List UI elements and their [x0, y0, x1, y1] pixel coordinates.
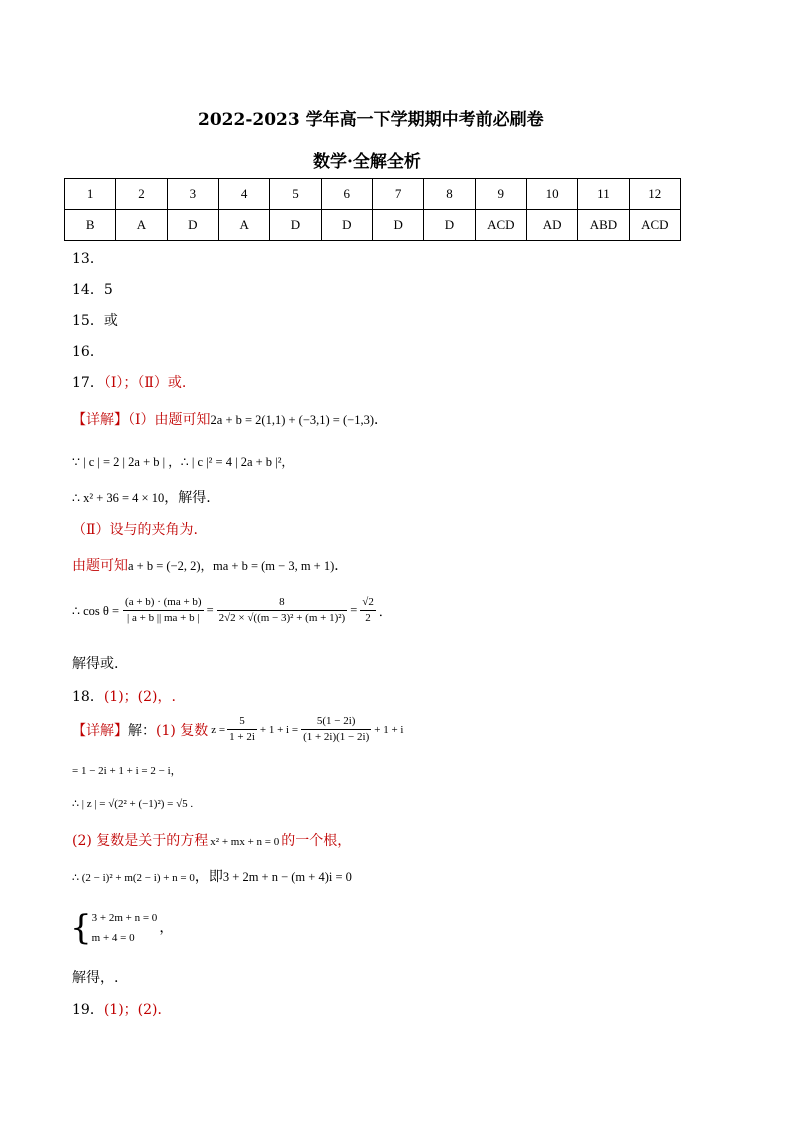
table-cell: D	[424, 210, 475, 241]
answer-19	[72, 1001, 172, 1019]
math-expression: a + b = (−2, 2)，ma + b = (m − 3, m + 1)	[128, 559, 335, 573]
q18-detail-line-5	[72, 868, 352, 887]
table-cell: D	[321, 210, 372, 241]
question-number: 17．	[72, 375, 104, 391]
table-cell: 12	[629, 179, 680, 210]
table-cell: ABD	[578, 210, 629, 241]
table-cell: 6	[321, 179, 372, 210]
fraction-numerator: √2	[360, 595, 376, 611]
math-expression: ∴ cos θ =	[72, 603, 120, 618]
math-expression: ∴ (2 − i)² + m(2 − i) + n = 0	[72, 872, 195, 884]
answer-16: 16．	[72, 344, 104, 360]
fraction	[227, 714, 257, 745]
detail-text: (1) 复数	[156, 722, 209, 739]
table-cell: ACD	[629, 210, 680, 241]
table-cell: 3	[167, 179, 218, 210]
answer-14: 14．5	[72, 282, 113, 298]
answer-table-answer-row	[65, 210, 681, 241]
system-line: m + 4 = 0	[91, 932, 135, 944]
fraction	[301, 714, 371, 745]
fraction	[123, 595, 204, 626]
table-cell: 5	[270, 179, 321, 210]
q18-result: 解得，.	[72, 970, 119, 986]
detail-text: ，即	[194, 869, 223, 885]
fraction-numerator: 5(1 − 2i)	[301, 714, 371, 730]
answer-18	[72, 688, 176, 706]
answer-15: 15．或	[72, 313, 118, 329]
q17-part-2: （Ⅱ）设与的夹角为.	[72, 522, 198, 538]
detail-text: ，解得.	[164, 490, 211, 506]
fraction	[217, 595, 348, 626]
punctuation: ，	[159, 920, 174, 936]
table-cell: 7	[372, 179, 423, 210]
math-expression: =	[350, 603, 358, 617]
detail-tag: 【详解】	[72, 412, 128, 428]
detail-text: 解：	[128, 722, 156, 739]
fraction-denominator: 1 + 2i	[229, 731, 255, 743]
table-cell: 10	[526, 179, 577, 210]
fraction-denominator: 2√2 × √((m − 3)² + (m + 1)²)	[218, 612, 346, 624]
answer-table-number-row	[65, 179, 681, 210]
detail-tag: 【详解】	[72, 722, 128, 739]
punctuation: ．	[378, 604, 392, 619]
q18-detail-line-2: = 1 − 2i + 1 + i = 2 − i，	[72, 765, 182, 777]
math-expression: + 1 + i	[374, 723, 404, 736]
fraction-denominator: | a + b || ma + b |	[127, 612, 200, 624]
answer-text: （Ⅰ）；（Ⅱ）或.	[103, 375, 187, 391]
table-cell: 2	[116, 179, 167, 210]
q18-detail-line-1	[72, 714, 403, 745]
detail-text: 由题可知	[72, 558, 128, 574]
q17-cos-formula	[72, 595, 391, 626]
table-cell: D	[372, 210, 423, 241]
q17-detail-line-2: ∵ | c | = 2 | 2a + b | ，∴ | c |² = 4 | 2a + b |²，	[72, 455, 294, 469]
fraction-numerator: 8	[217, 595, 348, 611]
answer-text: (1)；(2)，.	[103, 689, 176, 705]
answer-table	[64, 178, 681, 241]
q17-detail-line-1	[72, 411, 388, 429]
answer-text: (1)；(2)．	[103, 1002, 172, 1018]
table-cell: A	[116, 210, 167, 241]
math-expression: ∴ x² + 36 = 4 × 10	[72, 491, 165, 505]
page-subtitle: 数学·全解全析	[313, 152, 421, 172]
math-expression: 2a + b = 2(1,1) + (−3,1) = (−1,3)	[210, 413, 374, 427]
fraction-denominator: 2	[365, 612, 371, 624]
table-cell: 1	[65, 179, 116, 210]
question-number: 19．	[72, 1002, 104, 1018]
math-expression: + 1 + i =	[259, 723, 299, 736]
math-expression: 3 + 2m + n − (m + 4)i = 0	[222, 870, 352, 884]
table-cell: AD	[526, 210, 577, 241]
fraction	[360, 595, 376, 626]
table-cell: ACD	[475, 210, 526, 241]
q17-result: 解得或.	[72, 656, 119, 672]
fraction-numerator: (a + b) · (ma + b)	[123, 595, 204, 611]
q17-detail-line-5	[72, 557, 348, 575]
table-cell: 11	[578, 179, 629, 210]
answer-17	[72, 374, 186, 392]
fraction-numerator: 5	[227, 714, 257, 730]
math-expression: =	[206, 603, 214, 617]
table-cell: D	[167, 210, 218, 241]
q18-detail-line-3: ∴ | z | = √(2² + (−1)²) = √5 .	[72, 798, 194, 810]
punctuation: ．	[334, 558, 349, 574]
math-expression: z =	[211, 723, 226, 736]
table-cell: B	[65, 210, 116, 241]
q18-part-2	[72, 832, 351, 851]
table-cell: 4	[218, 179, 269, 210]
table-cell: 9	[475, 179, 526, 210]
q17-detail-line-3	[72, 489, 211, 507]
detail-text: 的一个根，	[281, 833, 352, 849]
system-line: 3 + 2m + n = 0	[91, 912, 158, 924]
question-number: 18．	[72, 689, 104, 705]
detail-text: (2) 复数是关于的方程	[72, 833, 209, 849]
punctuation: ．	[373, 412, 388, 428]
fraction-denominator: (1 + 2i)(1 − 2i)	[303, 731, 370, 743]
math-expression: x² + mx + n = 0	[210, 836, 280, 848]
q18-equation-system	[70, 908, 173, 948]
page-title: 2022-2023 学年高一下学期期中考前必刷卷	[198, 110, 544, 130]
answer-13: 13．	[72, 251, 104, 267]
brace-symbol: {	[70, 908, 92, 948]
table-cell: 8	[424, 179, 475, 210]
table-cell: D	[270, 210, 321, 241]
detail-text: （Ⅰ）由题可知	[128, 412, 211, 428]
system-lines	[92, 908, 158, 948]
table-cell: A	[218, 210, 269, 241]
